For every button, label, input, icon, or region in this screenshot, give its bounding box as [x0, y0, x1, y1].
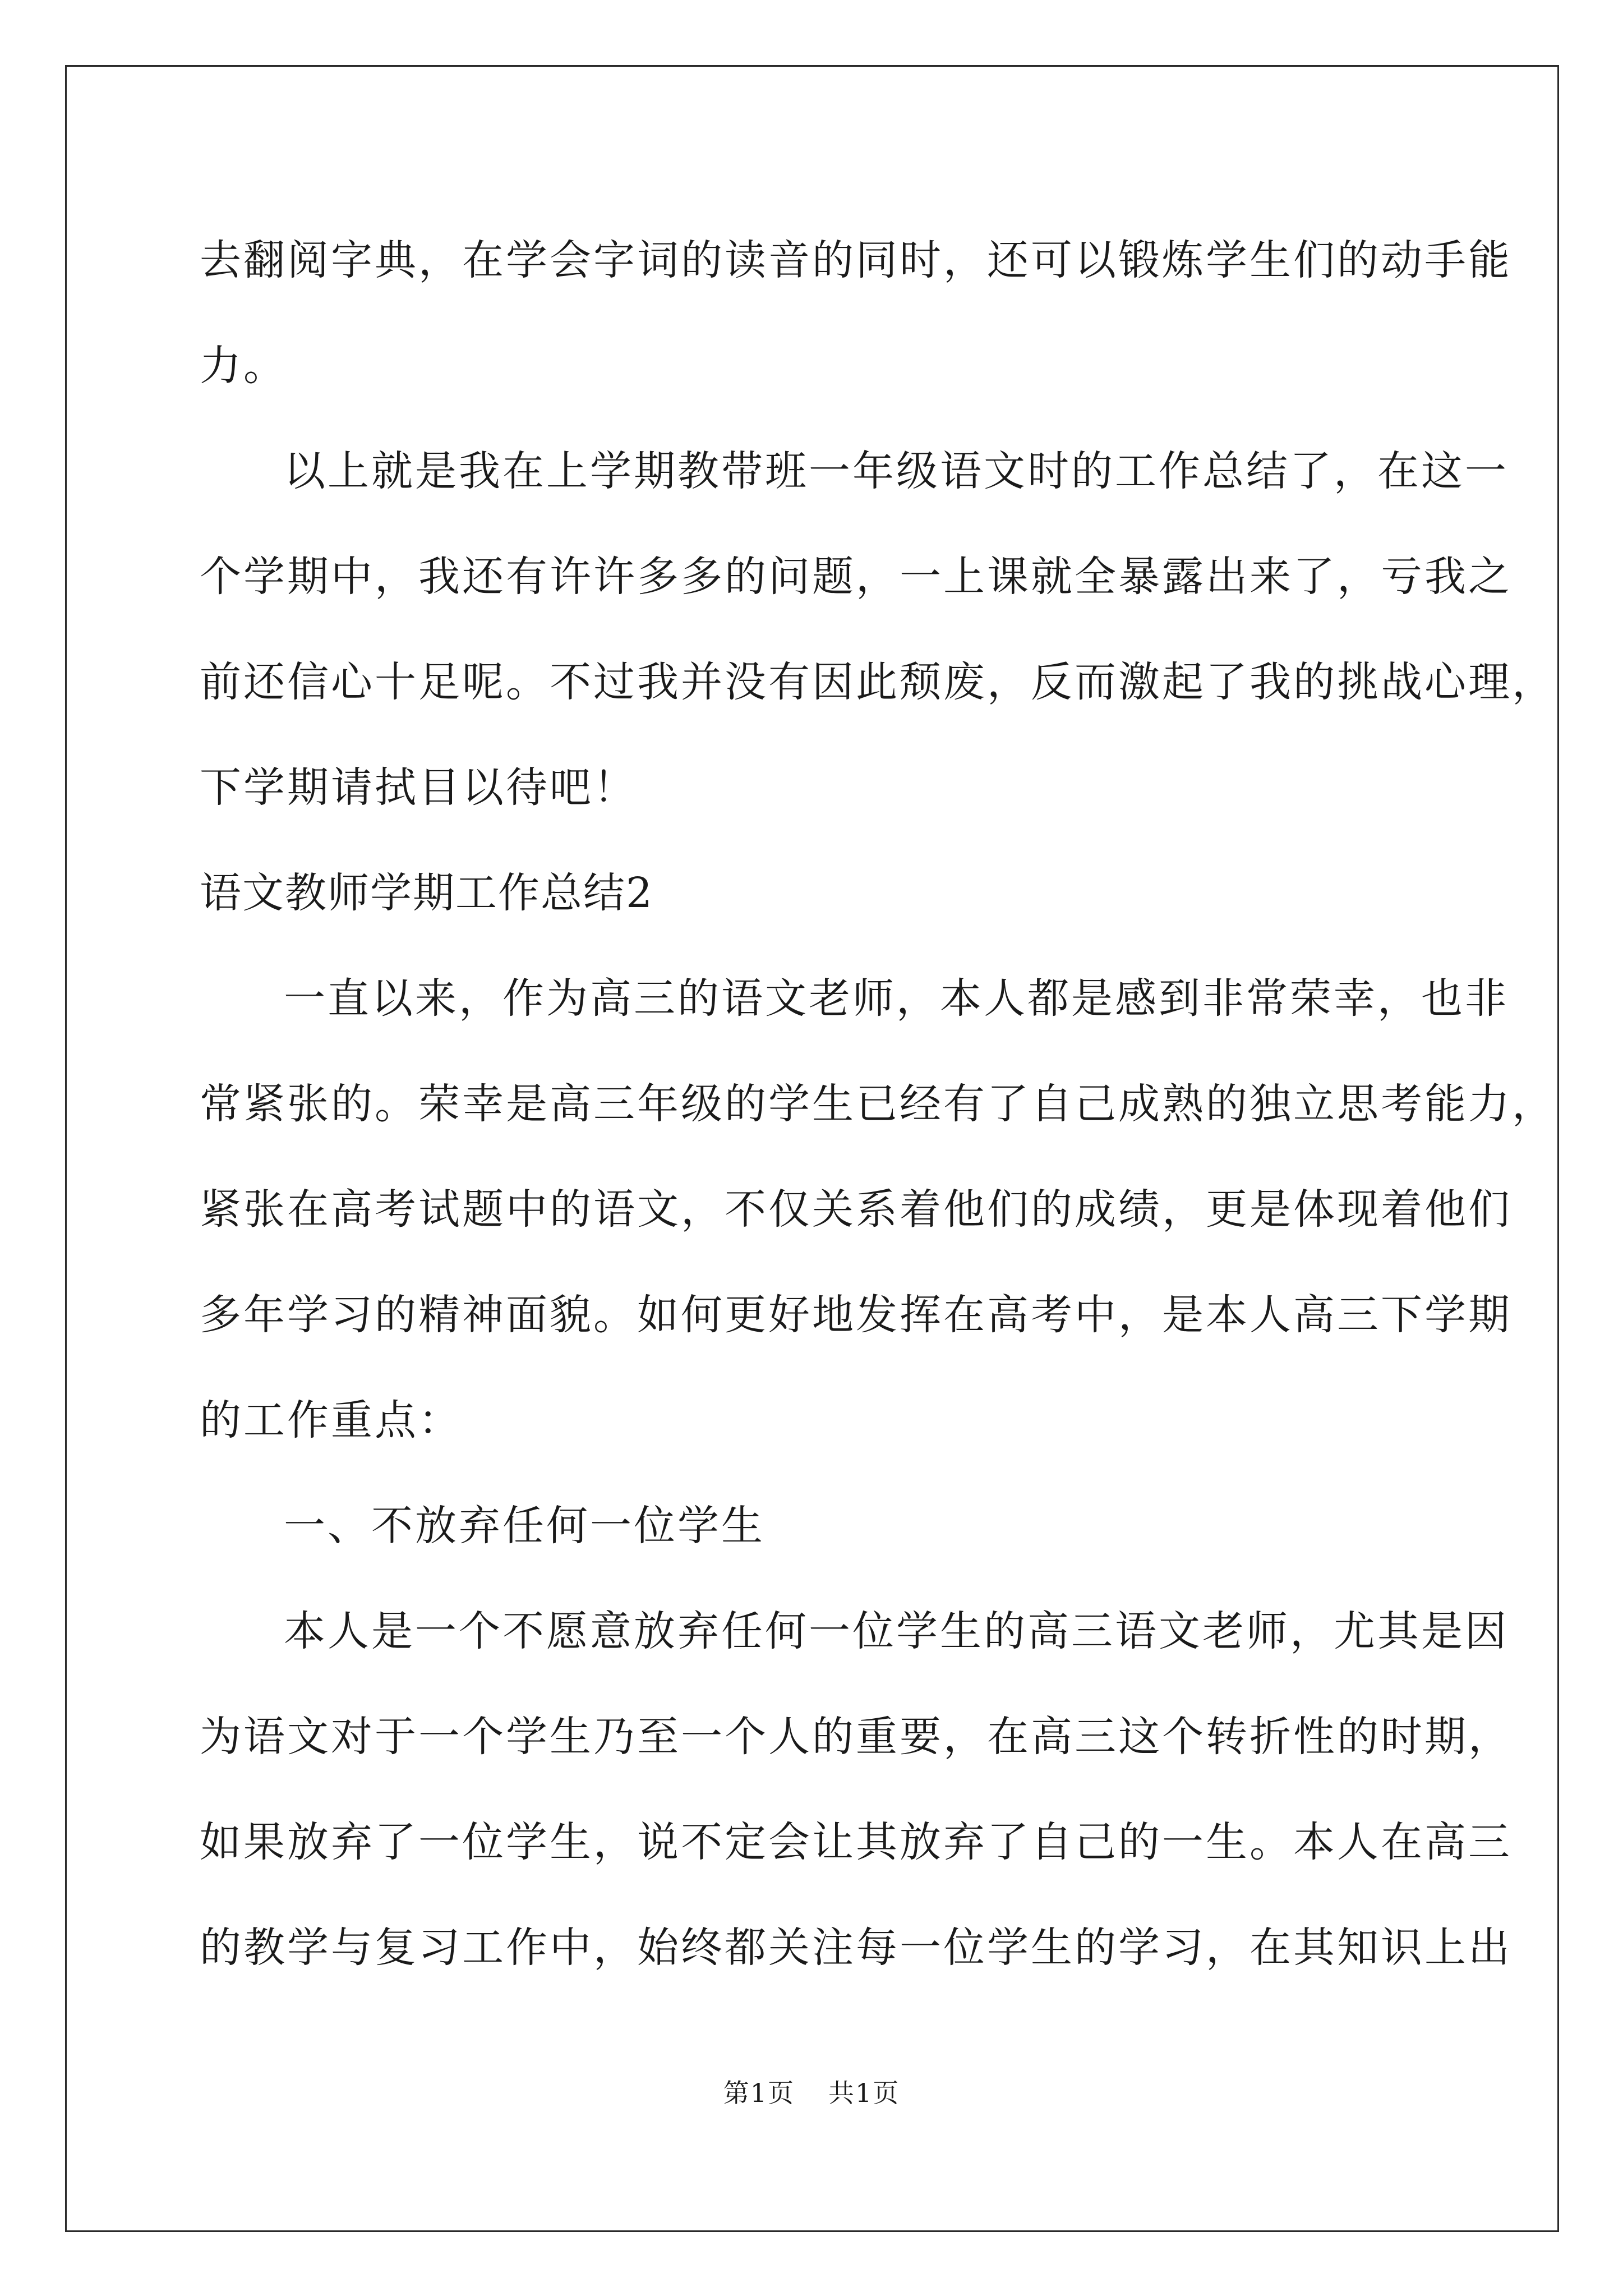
section-heading: 语文教师学期工作总结2 — [200, 869, 654, 917]
paragraph-line: 以上就是我在上学期教带班一年级语文时的工作总结了，在这一 — [284, 447, 1509, 495]
paragraph-line: 为语文对于一个学生乃至一个人的重要，在高三这个转折性的时期， — [200, 1713, 1512, 1761]
paragraph-line: 本人是一个不愿意放弃任何一位学生的高三语文老师，尤其是因 — [284, 1607, 1509, 1655]
page-number-current: 第1页 — [723, 2078, 795, 2108]
paragraph-line: 下学期请拭目以待吧！ — [200, 763, 637, 812]
paragraph-line: 去翻阅字典，在学会字词的读音的同时，还可以锻炼学生们的动手能 — [200, 236, 1512, 284]
paragraph-line: 如果放弃了一位学生，说不定会让其放弃了自己的一生。本人在高三 — [200, 1818, 1512, 1866]
paragraph-line: 的教学与复习工作中，始终都关注每一位学生的学习，在其知识上出 — [200, 1924, 1512, 1972]
page-footer — [0, 2073, 1623, 2110]
document-body — [200, 208, 1556, 2000]
page-number-total: 共1页 — [828, 2078, 900, 2108]
paragraph-line: 常紧张的。荣幸是高三年级的学生已经有了自己成熟的独立思考能力， — [200, 1080, 1556, 1128]
subsection-heading: 一、不放弃任何一位学生 — [284, 1502, 765, 1550]
paragraph-line: 多年学习的精神面貌。如何更好地发挥在高考中，是本人高三下学期 — [200, 1291, 1512, 1339]
paragraph-line: 一直以来，作为高三的语文老师，本人都是感到非常荣幸，也非 — [284, 974, 1509, 1023]
paragraph-line: 力。 — [200, 342, 287, 390]
paragraph-line: 前还信心十足呢。不过我并没有因此颓废，反而激起了我的挑战心理， — [200, 658, 1556, 706]
paragraph-line: 的工作重点： — [200, 1396, 462, 1444]
paragraph-line: 紧张在高考试题中的语文，不仅关系着他们的成绩，更是体现着他们 — [200, 1185, 1512, 1234]
paragraph-line: 个学期中，我还有许许多多的问题，一上课就全暴露出来了，亏我之 — [200, 553, 1512, 601]
